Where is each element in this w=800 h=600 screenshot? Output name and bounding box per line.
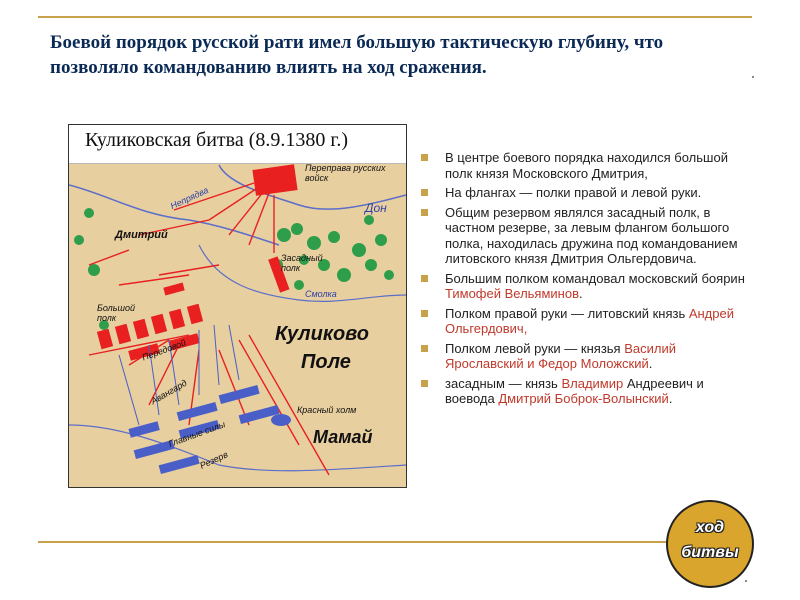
label-kulikovo: Куликово: [275, 323, 369, 345]
decor-dot: [745, 580, 747, 582]
bullet-text: На флангах — полки правой и левой руки.: [445, 185, 702, 200]
crossing-block: [252, 164, 297, 196]
bullet-text: .: [668, 391, 673, 406]
button-line1: ход: [695, 519, 725, 536]
label-dmitry: Дмитрий: [115, 229, 168, 241]
label-nepryadva: Непрядва: [168, 184, 210, 212]
bullet-item: [415, 271, 755, 302]
top-divider: [38, 16, 752, 18]
decor-dot: [752, 76, 754, 78]
bullet-item: [415, 185, 755, 201]
bullet-text: Андреевич и воевода: [445, 375, 704, 406]
bullet-item: [415, 341, 755, 372]
slide-title: Боевой порядок русской рати имел большую тактическую глубину, что позволяло командованию влиять на ход сражения.: [50, 32, 664, 78]
map-title-bar: [69, 125, 406, 164]
label-main-forces: Главные силы: [167, 419, 227, 449]
bullet-item: [415, 205, 755, 267]
bullet-item: [415, 306, 755, 337]
button-line2: битвы: [681, 544, 739, 561]
highlighted-name: Тимофей Вельяминов: [445, 286, 579, 301]
map-title: Куликовская битва (8.9.1380 г.): [85, 129, 348, 151]
label-red-hill: Красный холм: [297, 405, 357, 415]
bullet-text: засадным — князь: [445, 375, 562, 391]
bullet-text: Общим резервом являлся засадный полк, в частном резерве, за левым флангом большого полка, находилась дружина под командованием литовского князя Дмитрия Ольгердовича.: [445, 204, 738, 266]
label-big-regiment: Большой полк: [97, 303, 135, 323]
label-don: Дон: [365, 201, 387, 215]
label-mamai: Мамай: [313, 427, 373, 447]
highlighted-name: Василий Ярославский и Федор Моложский: [445, 340, 676, 371]
bullet-text: .: [578, 286, 583, 301]
label-avangard: Авангард: [149, 377, 189, 407]
label-smolka: Смолка: [305, 289, 337, 299]
bullet-text: .: [648, 356, 653, 371]
label-reserve: Резерв: [198, 449, 230, 471]
label-vanguard: Передовой: [140, 337, 188, 363]
bullet-text: Большим полком командовал московский боярин: [445, 270, 745, 286]
label-pole: Поле: [301, 351, 351, 373]
bullet-list: [415, 150, 755, 411]
battle-map: [68, 124, 407, 488]
bullet-item: [415, 376, 755, 407]
bullet-text: В центре боевого порядка находился большой полк князя Московского Дмитрия,: [445, 150, 728, 181]
bullet-text: Полком правой руки — литовский князь: [445, 305, 689, 321]
battle-course-button[interactable]: [666, 500, 754, 588]
label-crossing: Переправа русских войск: [305, 163, 386, 183]
bottom-divider: [38, 541, 752, 543]
label-ambush: Засадный полк: [281, 253, 323, 273]
bullet-item: [415, 150, 755, 181]
highlighted-name: Дмитрий Боброк-Волынский: [498, 391, 669, 406]
bullet-text: Полком левой руки — князья: [445, 340, 625, 356]
highlighted-name: Андрей Ольгердович,: [445, 305, 734, 336]
highlighted-name: Владимир: [561, 375, 624, 391]
